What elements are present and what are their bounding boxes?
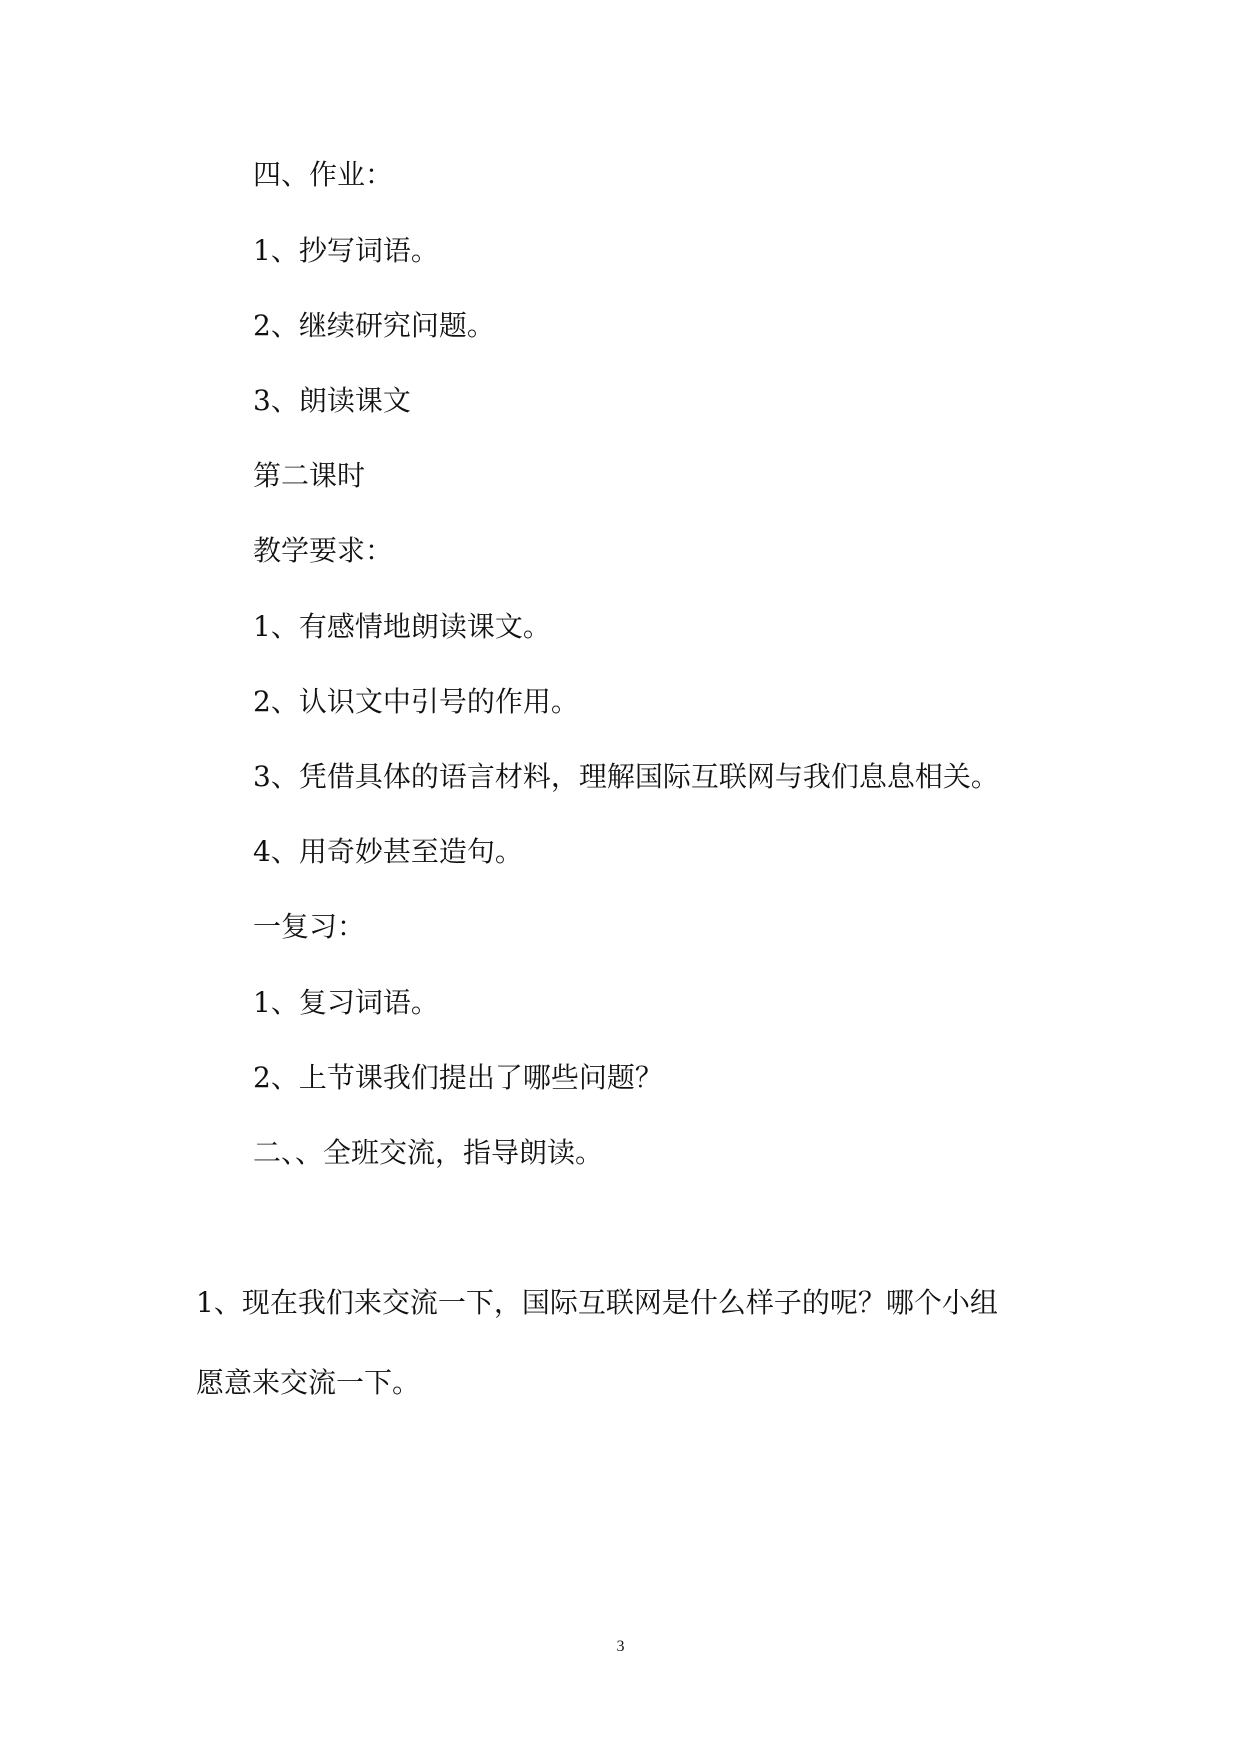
list-item: 2、继续研究问题。 <box>253 309 495 342</box>
section-heading-second-lesson: 第二课时 <box>253 459 366 492</box>
list-item: 4、用奇妙甚至造句。 <box>253 835 523 868</box>
list-item: 1、复习词语。 <box>253 986 439 1019</box>
list-item: 3、凭借具体的语言材料，理解国际互联网与我们息息相关。 <box>253 760 999 793</box>
list-item: 2、认识文中引号的作用。 <box>253 685 579 718</box>
section-heading-class-discussion: 二、、全班交流，指导朗读。 <box>253 1136 604 1169</box>
section-heading-homework: 四、作业： <box>253 158 394 191</box>
list-item: 2、上节课我们提出了哪些问题？ <box>253 1061 663 1094</box>
list-item: 3、朗读课文 <box>253 384 411 417</box>
page-number: 3 <box>616 1638 625 1655</box>
paragraph-line: 愿意来交流一下。 <box>196 1366 421 1399</box>
list-item: 1、有感情地朗读课文。 <box>253 610 551 643</box>
section-heading-teaching-requirements: 教学要求： <box>253 534 394 567</box>
list-item: 1、抄写词语。 <box>253 234 439 267</box>
paragraph-line: 1、现在我们来交流一下，国际互联网是什么样子的呢？哪个小组 <box>196 1286 998 1319</box>
section-heading-review: 一复习： <box>253 910 366 943</box>
